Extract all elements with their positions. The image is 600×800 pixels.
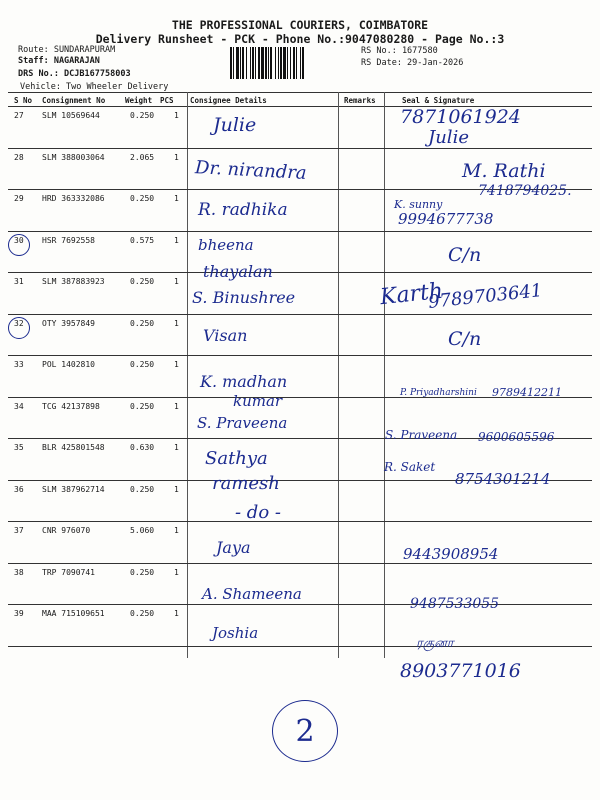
cell-sno: 32 (14, 318, 24, 328)
handwritten-consignee: Julie (213, 114, 257, 136)
row-separator (8, 272, 592, 273)
cell-pcs: 1 (174, 401, 179, 411)
barcode (230, 47, 354, 79)
document-title: THE PROFESSIONAL COURIERS, COIMBATORE (171, 18, 429, 32)
cell-sno: 39 (14, 609, 24, 618)
handwritten-consignee: kumar (233, 392, 283, 410)
handwritten-signature: Karth (378, 278, 445, 311)
cell-consignment: POL 1402810 (42, 360, 95, 369)
handwritten-consignee: S. Binushree (192, 288, 296, 307)
document-subtitle: Delivery Runsheet - PCK - Phone No.:9047080280 - Page No.:3 (95, 32, 505, 46)
vehicle-label: Vehicle: Two Wheeler Delivery (20, 82, 169, 92)
seal-divider (384, 92, 385, 658)
cell-pcs: 1 (174, 443, 179, 452)
cell-weight: 0.250 (130, 318, 155, 328)
cell-sno: 27 (14, 111, 24, 120)
handwritten-signature: S. Praveena (385, 428, 458, 442)
cell-weight: 0.250 (130, 567, 155, 577)
handwritten-consignee: thayalan (203, 262, 273, 281)
cell-consignment: TCG 42137898 (42, 401, 100, 411)
handwritten-consignee: ramesh (212, 473, 280, 494)
col-sno: S No (14, 96, 33, 105)
cell-consignment: SLM 10569644 (42, 111, 100, 120)
handwritten-phone: 9789703641 (427, 280, 544, 313)
cell-sno: 28 (14, 152, 24, 162)
cell-pcs: 1 (174, 484, 179, 494)
handwritten-remark: C/n (448, 244, 482, 266)
col-seal: Seal & Signature (402, 96, 475, 105)
handwritten-consignee: bheena (198, 236, 254, 254)
cell-pcs: 1 (174, 277, 179, 286)
handwritten-consignee: K. madhan (200, 372, 288, 391)
handwritten-phone: 9487533055 (410, 596, 500, 612)
page-mark-number: 2 (295, 713, 315, 749)
cell-consignment: TRP 7090741 (42, 567, 95, 577)
row-separator (8, 604, 592, 605)
cell-consignment: CNR 976070 (42, 526, 91, 535)
cell-consignment: HSR 7692558 (42, 235, 95, 245)
cell-weight: 2.065 (130, 152, 155, 162)
row-separator (8, 646, 592, 647)
cell-consignment: SLM 387883923 (42, 277, 105, 286)
cell-weight: 0.250 (130, 194, 155, 203)
cell-sno: 33 (14, 360, 24, 369)
cell-pcs: 1 (174, 567, 179, 577)
cell-weight: 0.250 (130, 277, 155, 286)
handwritten-phone: 8754301214 (455, 470, 551, 488)
handwritten-signature: ரகுனா (416, 636, 454, 651)
table-top-line (8, 92, 592, 93)
cell-sno: 31 (14, 277, 24, 286)
cell-pcs: 1 (174, 194, 179, 203)
handwritten-signature: P. Priyadharshini (400, 388, 477, 398)
cell-sno: 30 (14, 235, 24, 245)
drs-label: DRS No.: DCJB167758003 (18, 69, 131, 79)
handwritten-phone: 8903771016 (400, 660, 521, 682)
consignee-divider (187, 92, 188, 658)
handwritten-phone: 9789412211 (492, 386, 562, 399)
col-pcs: PCS (160, 96, 174, 105)
cell-weight: 0.250 (130, 484, 155, 494)
col-weight: Weight (125, 96, 153, 105)
row-separator (8, 148, 592, 149)
cell-weight: 0.250 (130, 609, 155, 618)
row-30-circle-mark (8, 234, 30, 256)
cell-consignment: MAA 715109651 (42, 609, 105, 618)
cell-weight: 5.060 (130, 526, 155, 535)
cell-sno: 34 (14, 401, 24, 411)
cell-pcs: 1 (174, 526, 179, 535)
handwritten-consignee: Visan (203, 326, 248, 345)
row-separator (8, 355, 592, 356)
cell-sno: 36 (14, 484, 24, 494)
handwritten-signature: K. sunny (394, 198, 443, 211)
handwritten-phone: 7418794025. (478, 183, 572, 199)
col-consignment: Consignment No (42, 96, 106, 105)
handwritten-consignee: Jaya (216, 538, 251, 557)
handwritten-consignee: A. Shameena (202, 585, 302, 603)
rs-date: RS Date: 29-Jan-2026 (361, 58, 464, 68)
cell-weight: 0.575 (130, 235, 155, 245)
handwritten-remark: C/n (448, 328, 482, 350)
row-separator (8, 231, 592, 232)
handwritten-consignee: Sathya (205, 448, 268, 469)
handwritten-signature: M. Rathi (462, 160, 546, 182)
cell-pcs: 1 (174, 111, 179, 120)
route-label: Route: SUNDARAPURAM (18, 45, 116, 55)
row-separator (8, 521, 592, 522)
circled-page-mark (272, 700, 338, 762)
cell-pcs: 1 (174, 235, 179, 245)
cell-sno: 35 (14, 443, 24, 452)
row-32-circle-mark (8, 317, 30, 339)
handwritten-signature: Julie (428, 127, 469, 148)
handwritten-consignee: R. radhika (198, 200, 288, 220)
rs-number: RS No.: 1677580 (361, 46, 438, 56)
cell-sno: 37 (14, 526, 24, 535)
handwritten-consignee: Joshia (212, 624, 259, 642)
handwritten-phone: 9443908954 (403, 545, 499, 563)
cell-weight: 0.250 (130, 360, 155, 369)
handwritten-consignee: S. Praveena (197, 414, 288, 432)
row-separator (8, 314, 592, 315)
cell-weight: 0.250 (130, 401, 155, 411)
cell-weight: 0.250 (130, 111, 155, 120)
handwritten-ditto-mark: - do - (235, 502, 281, 523)
cell-consignment: HRD 363332086 (42, 194, 105, 203)
handwritten-signature: R. Saket (384, 460, 436, 474)
handwritten-phone: 7871061924 (400, 106, 521, 128)
cell-sno: 38 (14, 567, 24, 577)
handwritten-phone: 9994677738 (398, 210, 494, 228)
col-consignee: Consignee Details (190, 96, 267, 105)
handwritten-phone: 9600605596 (478, 430, 555, 444)
cell-sno: 29 (14, 194, 24, 203)
staff-label: Staff: NAGARAJAN (18, 56, 100, 66)
cell-pcs: 1 (174, 318, 179, 328)
cell-pcs: 1 (174, 152, 179, 162)
remarks-divider (338, 92, 339, 658)
cell-consignment: OTY 3957849 (42, 318, 95, 328)
cell-weight: 0.630 (130, 443, 155, 452)
col-remarks: Remarks (344, 96, 376, 105)
cell-pcs: 1 (174, 360, 179, 369)
handwritten-consignee: Dr. nirandra (194, 157, 308, 184)
cell-consignment: SLM 388003064 (42, 152, 105, 162)
cell-consignment: SLM 387962714 (42, 484, 105, 494)
row-separator (8, 563, 592, 564)
cell-consignment: BLR 425801548 (42, 443, 105, 452)
cell-pcs: 1 (174, 609, 179, 618)
